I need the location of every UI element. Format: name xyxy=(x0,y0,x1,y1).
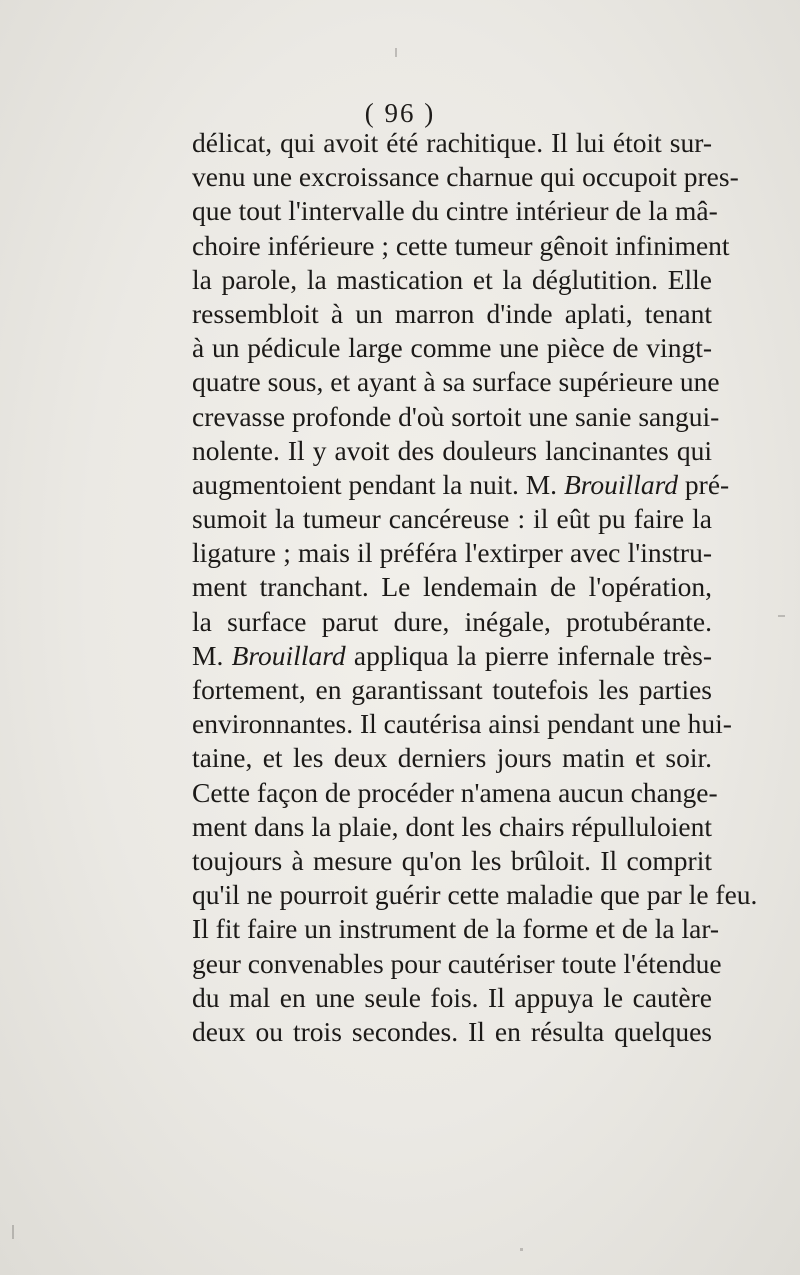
text-line: deux ou trois secondes. Il en résulta quelques xyxy=(192,1015,712,1047)
text-line: la parole, la mastication et la déglutition. Elle xyxy=(192,263,712,295)
paper-speck xyxy=(520,1248,523,1251)
text-line: Il fit faire un instrument de la forme et de la lar- xyxy=(192,913,720,945)
paper-speck xyxy=(778,615,785,617)
text-line: nolente. Il y avoit des douleurs lancinantes qui xyxy=(192,434,712,466)
text-line: que tout l'intervalle du cintre intérieur de la mâ- xyxy=(192,195,718,227)
text-line: fortement, en garantissant toutefois les parties xyxy=(192,674,712,705)
text-line: environnantes. Il cautérisa ainsi pendant une hui- xyxy=(192,708,732,740)
paper-speck xyxy=(395,48,397,57)
text-line: M. Brouillard appliqua la pierre infernale très- xyxy=(192,639,713,671)
text-line: sumoit la tumeur cancéreuse : il eût pu faire la xyxy=(192,503,712,535)
text-line: geur convenables pour cautériser toute l'étendue xyxy=(192,947,722,979)
text-line: qu'il ne pourroit guérir cette maladie que par le feu. xyxy=(192,879,758,911)
text-line: ressembloit à un marron d'inde aplati, tenant xyxy=(192,297,712,329)
text-line: délicat, qui avoit été rachitique. Il lui étoit sur- xyxy=(192,127,712,158)
text-line: à un pédicule large comme une pièce de vingt- xyxy=(192,332,712,364)
text-line: choire inférieure ; cette tumeur gênoit infiniment xyxy=(192,229,730,261)
text-line: augmentoient pendant la nuit. M. Brouillard pré- xyxy=(192,468,730,500)
italic-name: Brouillard xyxy=(231,639,346,671)
page-number: ( 96 ) xyxy=(364,98,436,128)
text-line: taine, et les deux derniers jours matin et soir. xyxy=(192,742,712,774)
text-line: venu une excroissance charnue qui occupoit pres- xyxy=(192,161,739,193)
text-line: Cette façon de procéder n'amena aucun change- xyxy=(192,776,718,808)
paper-speck xyxy=(12,1225,14,1239)
text-line: crevasse profonde d'où sortoit une sanie sangui- xyxy=(192,400,720,432)
text-line: toujours à mesure qu'on les brûloit. Il comprit xyxy=(192,844,712,876)
text-line: du mal en une seule fois. Il appuya le cautère xyxy=(192,981,712,1013)
text-line: la surface parut dure, inégale, protubérante. xyxy=(192,605,712,637)
text-line: quatre sous, et ayant à sa surface supérieure une xyxy=(192,366,720,398)
text-line: ment tranchant. Le lendemain de l'opération, xyxy=(192,571,712,603)
body-text xyxy=(192,126,758,1049)
text-line: ligature ; mais il préféra l'extirper avec l'instru- xyxy=(192,537,712,569)
text-line: ment dans la plaie, dont les chairs répulluloient xyxy=(192,810,712,842)
italic-name: Brouillard xyxy=(563,468,679,500)
